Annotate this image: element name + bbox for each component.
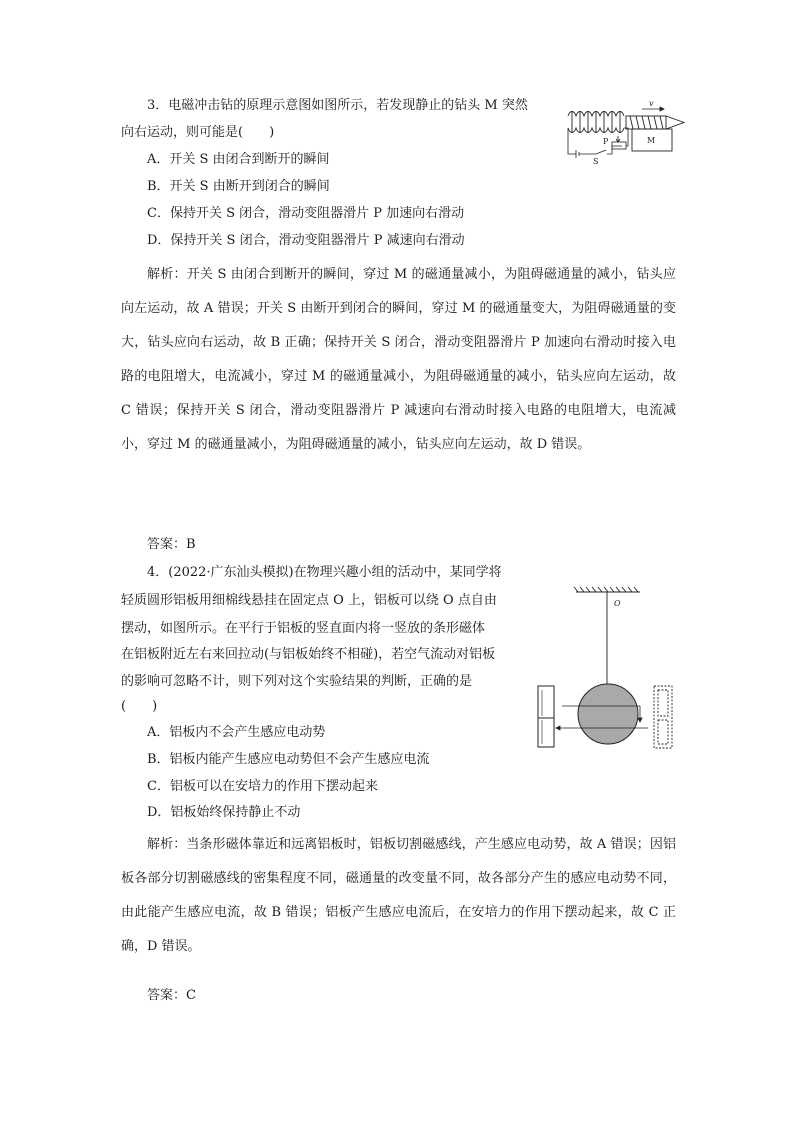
- q3-solution: [121, 258, 676, 462]
- slider-label: P: [603, 137, 609, 146]
- q4-option-c: C．铝板可以在安培力的作用下摆动起来: [147, 779, 378, 794]
- pivot-label: O: [614, 599, 621, 608]
- q4-solution-text: 解析：当条形磁体靠近和远离铝板时，铝板切割磁感线，产生感应电动势，故 A 错误；因铝板各部分切割磁感线的密集程度不同，磁通量的改变量不同，故各部分产生的感应电动势不同，由此能产生感应电流，故 B 错误；铝板产生感应电流后，在安培力的作用下摆动起来，故 C 正确，D 错误。: [121, 837, 676, 954]
- q4-option-a: A．铝板内不会产生感应电动势: [147, 725, 326, 740]
- q3-stem-line2: 向右运动，则可能是( ): [121, 125, 275, 140]
- q3-stem-line1: 3．电磁冲击钻的原理示意图如图所示，若发现静止的钻头 M 突然: [147, 98, 528, 113]
- q3-option-c: C．保持开关 S 闭合，滑动变阻器滑片 P 加速向右滑动: [147, 206, 465, 221]
- q4-answer: 答案：C: [147, 988, 196, 1003]
- switch-label: S: [593, 157, 599, 166]
- q4-pendulum-diagram: [530, 586, 690, 752]
- q4-stem-line3: 摆动，如图所示。在平行于铝板的竖直面内将一竖放的条形磁体: [121, 621, 486, 636]
- solenoid-coil: [568, 111, 624, 133]
- q4-stem-line4: 在铝板附近左右来回拉动(与铝板始终不相碰)，若空气流动对铝板: [121, 647, 496, 662]
- q3-drill-diagram: [560, 98, 690, 170]
- drill-label: M: [647, 136, 656, 145]
- q4-stem-line1: 4．(2022·广东汕头模拟)在物理兴趣小组的活动中，某同学将: [147, 565, 502, 580]
- q3-option-a: A．开关 S 由闭合到断开的瞬间: [147, 152, 330, 167]
- q4-stem-line2: 轻质圆形铝板用细棉线悬挂在固定点 O 上，铝板可以绕 O 点自由: [121, 593, 497, 608]
- q3-solution-text: 解析：开关 S 由闭合到断开的瞬间，穿过 M 的磁通量减小，为阻碍磁通量的减小，钻头应向左运动，故 A 错误；开关 S 由断开到闭合的瞬间，穿过 M 的磁通量变大，为阻碍磁通量的变大，钻头应向右运动，故 B 正确；保持开关 S 闭合，滑动变阻器滑片 P 加速向右滑动时接入电路的电阻增大，电流减小，穿过 M 的磁通量减小，为阻碍磁通量的减小，钻头应向左运动，故 C 错误；保持开关 S 闭合，滑动变阻器滑片 P 减速向右滑动时接入电路的电阻增大，电流减小，穿过 M 的磁通量减小，为阻碍磁通量的减小，钻头应向左运动，故 D 错误。: [121, 267, 676, 452]
- q3-option-b: B．开关 S 由断开到闭合的瞬间: [147, 179, 330, 194]
- ceiling-support: [574, 587, 640, 592]
- q3-answer: 答案：B: [147, 537, 196, 552]
- magnet: [538, 686, 554, 747]
- q3-option-d: D．保持开关 S 闭合，滑动变阻器滑片 P 减速向右滑动: [147, 233, 465, 248]
- q4-solution: [121, 828, 676, 964]
- velocity-label: v: [649, 99, 654, 108]
- q4-stem-line5: 的影响可忽略不计，则下列对这个实验结果的判断，正确的是: [121, 674, 473, 689]
- q4-option-d: D．铝板始终保持静止不动: [147, 805, 301, 820]
- magnet-moved: [654, 686, 672, 748]
- q4-option-b: B．铝板内能产生感应电动势但不会产生感应电流: [147, 752, 430, 767]
- drill-bit: [626, 116, 684, 151]
- q4-stem-line6: ( ): [121, 699, 158, 714]
- aluminum-plate: [578, 684, 638, 744]
